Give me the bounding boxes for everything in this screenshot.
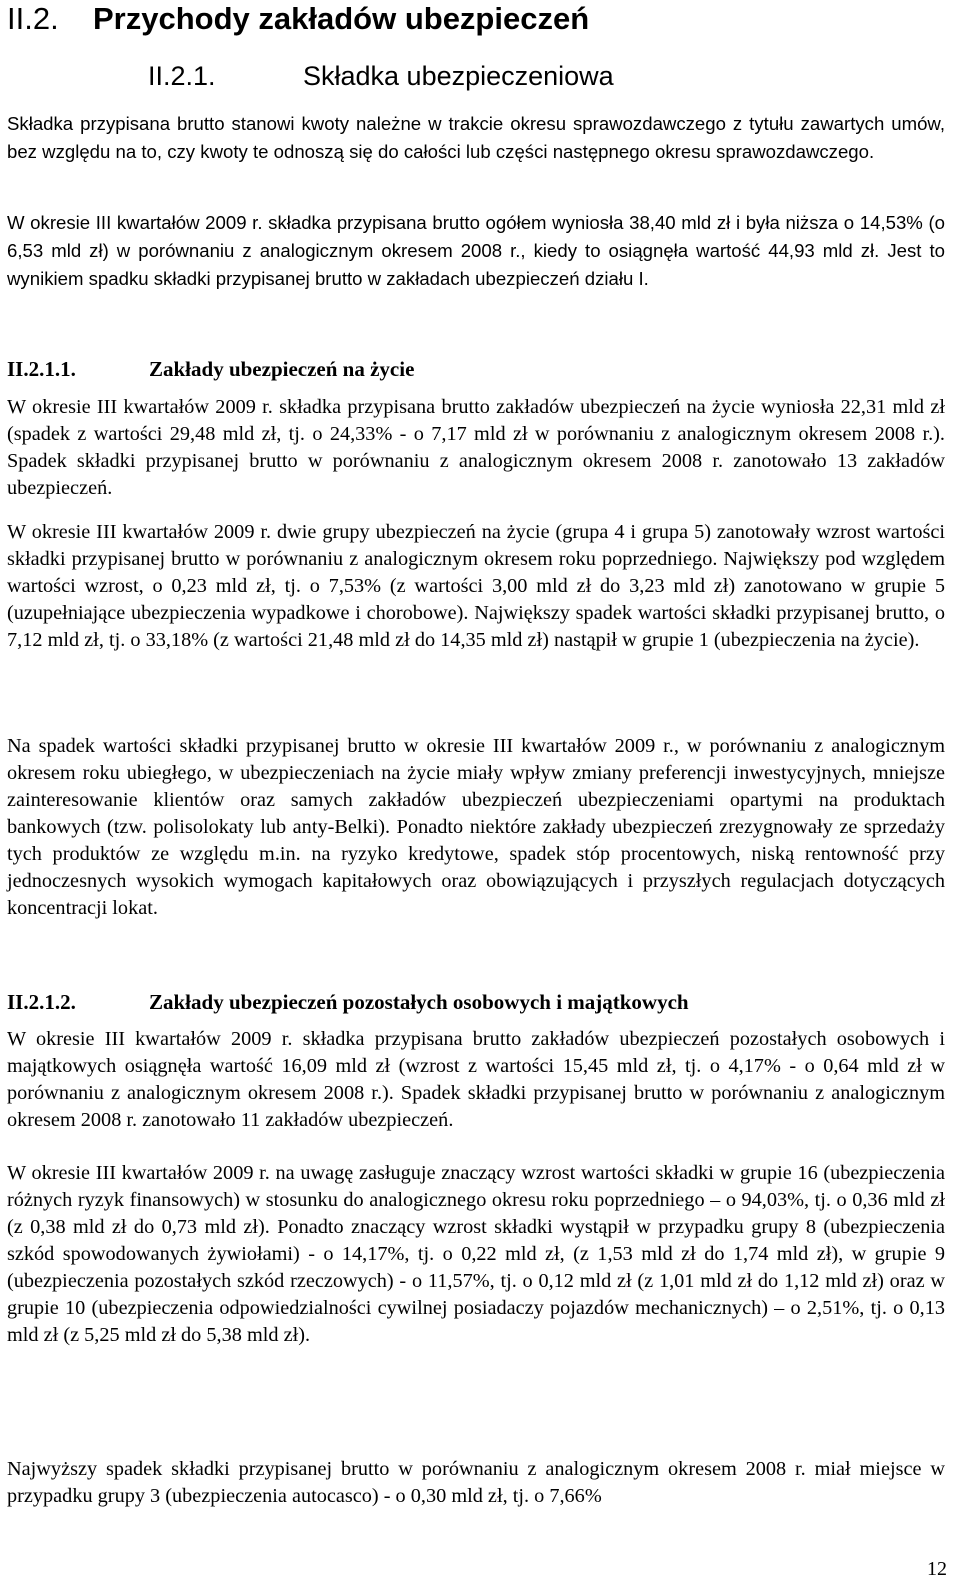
life-paragraph-3: Na spadek wartości składki przypisanej brutto w okresie III kwartałów 2009 r., w porównaniu z analogicznym okresem roku ubiegłego, w ubezpieczeniach na życie miały wpływ zmiany preferencji inwestycyjnych, mniejsze zainteresowanie klientów oraz samych zakładów ubezpieczeń ubezpieczeniami opartymi na produktach bankowych (tzw. polisolokaty lub anty-Belki). Ponadto niektóre zakłady ubezpieczeń zrezygnowały ze sprzedaży tych produktów ze względu m.in. na ryzyko kredytowe, spadek stóp procentowych, niską rentowność przy jednoczesnych wysokich wymogach kapitałowych oraz obowiązujących i przyszłych regulacjach dotyczących koncentracji lokat.	[7, 735, 945, 919]
section-number: II.2.	[7, 1, 59, 36]
intro-paragraph-definition: Składka przypisana brutto stanowi kwoty należne w trakcie okresu sprawozdawczego z tytułu zawartych umów, bez względu na to, czy kwoty te odnoszą się do całości lub części następnego okresu sprawozdawczego.	[7, 113, 945, 162]
life-section-number: II.2.1.1.	[7, 357, 76, 381]
non-life-section-title: Zakłady ubezpieczeń pozostałych osobowych i majątkowych	[149, 990, 689, 1014]
subsection-number: II.2.1.	[148, 61, 216, 91]
section-title: Przychody zakładów ubezpieczeń	[93, 1, 590, 36]
intro-paragraph-total-premium: W okresie III kwartałów 2009 r. składka przypisana brutto ogółem wyniosła 38,40 mld zł i była niższa o 14,53% (o 6,53 mld zł) w porównaniu z analogicznym okresem 2008 r., kiedy to osiągnęła wartość 44,93 mld zł. Jest to wynikiem spadku składki przypisanej brutto w zakładach ubezpieczeń działu I.	[7, 212, 945, 289]
non-life-insurers-heading	[7, 988, 945, 1016]
subsection-heading	[148, 58, 614, 94]
life-paragraph-2: W okresie III kwartałów 2009 r. dwie grupy ubezpieczeń na życie (grupa 4 i grupa 5) zanotowały wzrost wartości składki przypisanej brutto w porównaniu z analogicznym okresem roku poprzedniego. Największy pod względem wartości wzrost, o 0,23 mld zł, tj. o 7,53% (z wartości 3,00 mld zł do 3,23 mld zł) zanotowano w grupie 5 (uzupełniające ubezpieczenia wypadkowe i chorobowe). Największy spadek wartości składki przypisanej brutto, o 7,12 mld zł, tj. o 33,18% (z wartości 21,48 mld zł do 14,35 mld zł) nastąpił w grupie 1 (ubezpieczenia na życie).	[7, 521, 945, 651]
section-heading	[7, 0, 589, 38]
non-life-paragraph-1: W okresie III kwartałów 2009 r. składka przypisana brutto zakładów ubezpieczeń pozostałych osobowych i majątkowych osiągnęła wartość 16,09 mld zł (wzrost z wartości 15,45 mld zł, tj. o 4,17% - o 0,64 mld zł w porównaniu z analogicznym okresem 2008 r.). Spadek składki przypisanej brutto w porównaniu z analogicznym okresem 2008 r. zanotowało 11 zakładów ubezpieczeń.	[7, 1028, 945, 1131]
non-life-paragraph-2: W okresie III kwartałów 2009 r. na uwagę zasługuje znaczący wzrost wartości składki w grupie 16 (ubezpieczenia różnych ryzyk finansowych) w stosunku do analogicznego okresu roku poprzedniego – o 94,03%, tj. o 0,36 mld zł (z 0,38 mld zł do 0,73 mld zł). Ponadto znaczący wzrost składki wystąpił w przypadku grupy 8 (ubezpieczenia szkód spowodowanych żywiołami) - o 14,17%, tj. o 0,22 mld zł, (z 1,53 mld zł do 1,74 mld zł), w grupie 9 (ubezpieczenia pozostałych szkód rzeczowych) - o 11,57%, tj. o 0,12 mld zł (z 1,01 mld zł do 1,12 mld zł) oraz w grupie 10 (ubezpieczenia odpowiedzialności cywilnej posiadaczy pojazdów mechanicznych) – o 2,51%, tj. o 0,13 mld zł (z 5,25 mld zł do 5,38 mld zł).	[7, 1162, 945, 1346]
life-section-title: Zakłady ubezpieczeń na życie	[149, 357, 415, 381]
life-insurers-heading	[7, 355, 945, 383]
non-life-paragraph-3: Najwyższy spadek składki przypisanej brutto w porównaniu z analogicznym okresem 2008 r. miał miejsce w przypadku grupy 3 (ubezpieczenia autocasco) - o 0,30 mld zł, tj. o 7,66%	[7, 1458, 945, 1507]
life-paragraph-1: W okresie III kwartałów 2009 r. składka przypisana brutto zakładów ubezpieczeń na życie wyniosła 22,31 mld zł (spadek z wartości 29,48 mld zł, tj. o 24,33% - o 7,17 mld zł w porównaniu z analogicznym okresem 2008 r.). Spadek składki przypisanej brutto w porównaniu z analogicznym okresem 2008 r. zanotowało 13 zakładów ubezpieczeń.	[7, 396, 945, 499]
page-number: 12	[927, 1558, 947, 1580]
non-life-section-number: II.2.1.2.	[7, 990, 76, 1014]
subsection-title: Składka ubezpieczeniowa	[303, 61, 614, 91]
